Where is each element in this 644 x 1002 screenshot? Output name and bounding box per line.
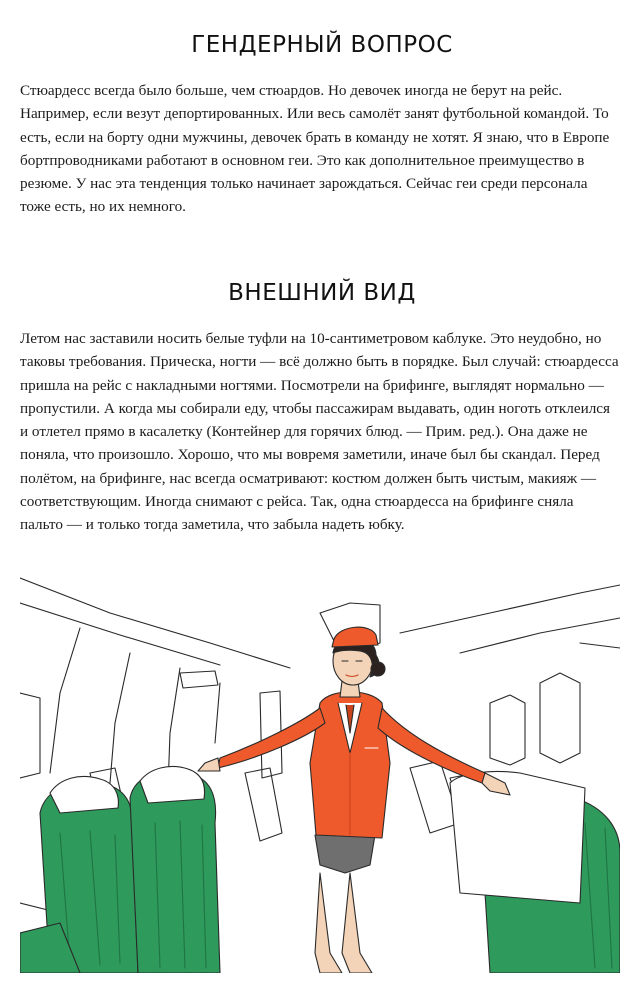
seat-left-middle <box>130 766 220 973</box>
section-paragraph: Стюардесс всегда было больше, чем стюардов. Но девочек иногда не берут на рейс. Например, если везут депортированных. Или весь самолёт занят футбольной командой. То есть, если на борту одни мужчины, девочек брать в команду не хотят. Я знаю, что в Европе бортпроводниками работают в основном геи. Это как дополнительное преимущество в резюме. У нас эта тенденция только начинает зарождаться. Сейчас геи среди персонала тоже есть, но их немного. <box>20 82 610 216</box>
flight-attendant-illustration <box>20 573 620 973</box>
section-title: ВНЕШНИЙ ВИД <box>228 280 416 306</box>
section-title: ГЕНДЕРНЫЙ ВОПРОС <box>191 32 453 58</box>
seat-left-front <box>20 777 138 973</box>
section-paragraph: Летом нас заставили носить белые туфли на 10-сантиметровом каблуке. Это неудобно, но таковы требования. Прическа, ногти — всё должно быть в порядке. Был случай: стюардесса пришла на рейс с накладными ногтями. Посмотрели на брифинге, выглядят нормально — пропустили. А когда мы собирали еду, чтобы пассажирам выдавать, один ноготь отклеился и отлетел прямо в касалетку (Контейнер для горячих блюд. — Прим. ред.). Она даже не поняла, что произошло. Хорошо, что мы вовремя заметили, иначе был бы скандал. Перед полётом, на брифинге, нас всегда осматривают: костюм должен быть чистым, макияж — соответствующим. Иногда снимают с рейса. Так, одна стюардесса на брифинге сняла пальто — и только тогда заметила, что забыла надеть юбку. <box>20 330 619 534</box>
seat-right-front <box>450 771 620 973</box>
